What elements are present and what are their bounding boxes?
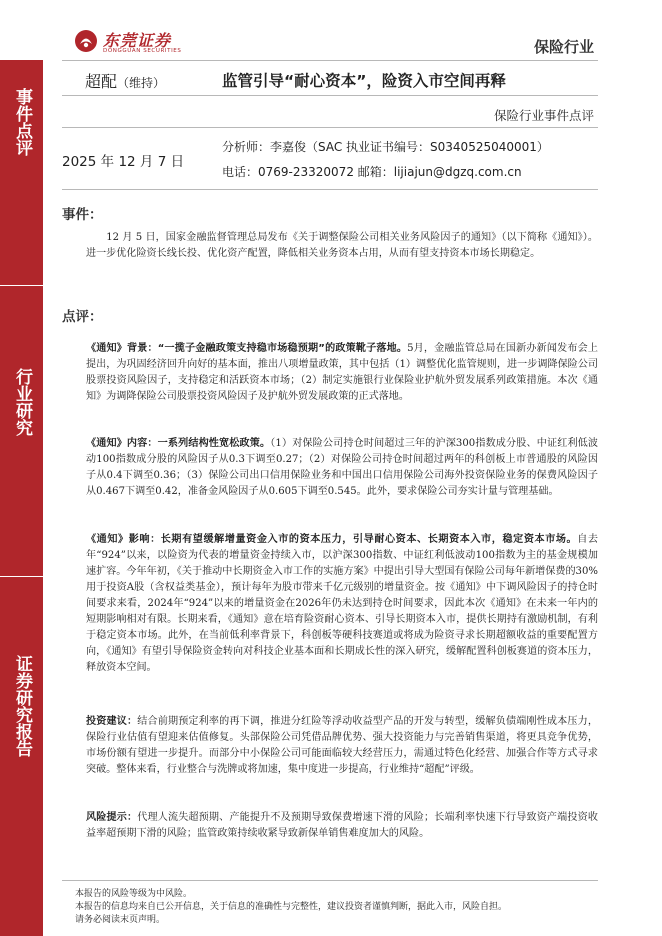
side-bar-bottom [0,577,43,936]
footer-divider [62,880,598,881]
comment-paragraph-content [86,436,598,500]
title-divider [62,95,598,96]
impact-text: 自去年“924”以来，以险资为代表的增量资金持续入市，以沪深300指数、中证红利低波动100指数为主的基金规模加速扩容。今年年初，《关于推动中长期资金入市工作的实施方案》中提出引导大型国有保险公司每年新增保费的30%用于投资A股（含权益类基金），预计每年为股市带来千亿元级别的增量资金。按《通知》中下调风险因子的持仓时间要求来看，2024年“924”以来的增量资金在2026年仍未达到持仓时间要求，因此本次《通知》在未来一年内的短期影响相对有限。长期来看，《通知》意在培育险资耐心资本、引导长期资本入市，提供长期持有激励机制，有利于稳定资本市场。此外，在当前低利率背景下，科创板等硬科技赛道或将成为险资寻求长期超额收益的重要配置方向，《通知》有望引导保险资金转向对科技企业基本面和长期成长性的深入研究，缓解配置科创板赛道的资本压力，释放资本空间。 [86,534,599,673]
side-bar-mid [0,286,43,576]
advice-text: 结合前期预定利率的再下调，推进分红险等浮动收益型产品的开发与转型，缓解负债端刚性成本压力，保险行业估值有望迎来估值修复。头部保险公司凭借品牌优势、强大投资能力与完善销售渠道，将更具竞争优势，市场份额有望进一步提升。而部分中小保险公司可能面临较大经营压力，需通过特色化经营、加强合作等方式寻求突破。整体来看，行业整合与洗牌或将加速，集中度进一步提高，行业维持“超配”评级。 [86,716,599,775]
side-label-securities-report: 证券研究报告 [12,655,32,757]
report-date: 2025 年 12 月 7 日 [62,154,185,170]
rating-sub: （维持） [117,76,166,90]
report-subtitle: 保险行业事件点评 [493,108,594,123]
report-title: 监管引导“耐心资本”，险资入市空间再释 [222,72,506,90]
impact-lead: 《通知》影响：长期有望缓解增量资金入市的资本压力，引导耐心资本、长期资本入市，稳定资本市场。 [86,534,578,545]
event-text [86,230,598,262]
risk-text: 代理人流失超预期、产能提升不及预期导致保费增速下滑的风险；长端利率快速下行导致资产端投资收益率超预期下滑的风险；监管政策持续收紧导致新保单销售难度加大的风险。 [86,812,599,839]
content-text: （1）对保险公司持仓时间超过三年的沪深300指数成分股、中证红利低波动100指数成分股的风险因子从0.3下调至0.27；（2）对保险公司持仓时间超过两年的科创板上市普通股的风险因子从0.4下调至0.36；（3）保险公司出口信用保险业务和中国出口信用保险公司海外投资保险业务的保费风险因子从0.467下调至0.42，准备金风险因子从0.605下调至0.545。此外，要求保险公司夯实计量与管理基础。 [86,438,599,497]
rating-main: 超配 [85,72,118,91]
comment-paragraph-risk [86,810,598,842]
event-text-body: 12 月 5 日，国家金融监督管理总局发布《关于调整保险公司相关业务风险因子的通知》（以下简称《通知》）。进一步优化险资长线长投、优化资产配置，降低相关业务资本占用，从而有望支持资本市场长期稳定。 [86,232,598,259]
subtitle-divider [62,127,598,128]
rating [85,69,165,92]
logo-text-cn: 东莞证券 [103,31,172,50]
background-lead: 《通知》背景：“一揽子金融政策支持稳市场稳预期”的政策靴子落地。 [86,343,408,354]
company-logo [74,27,194,61]
background-text: 5月，金融监管总局在国新办新闻发布会上提出，为巩固经济回升向好的基本面，推出八项增量政策，其中包括（1）调整优化监管规则，进一步调降保险公司股票投资风险因子，支持稳定和活跃资本市场；（2）制定实施银行业保险业护航外贸发展系列政策措施。本次《通知》为调降保险公司股票投资风险因子及护航外贸发展政策的正式落地。 [86,343,598,402]
footer-notice: 请务必阅读末页声明。 [75,915,166,925]
logo-text-en: DONGGUAN SECURITIES [103,48,182,54]
footer-disclaimer: 本报告的信息均来自已公开信息，关于信息的准确性与完整性，建议投资者谨慎判断，据此入市，风险自担。 [75,902,508,912]
risk-lead: 风险提示： [86,812,138,823]
side-label-event-review: 事件点评 [12,88,32,156]
event-heading: 事件： [62,207,103,223]
side-label-industry-research: 行业研究 [12,368,32,436]
comment-paragraph-impact [86,532,598,676]
logo-mark-icon [74,29,98,53]
meta-divider [62,189,598,190]
footer-risk-level: 本报告的风险等级为中风险。 [75,889,193,899]
contact-info: 电话：0769-23320072 邮箱：lijiajun@dgzq.com.cn [222,165,522,179]
comment-paragraph-background [86,341,598,405]
content-lead: 《通知》内容：一系列结构性宽松政策。 [86,438,271,449]
comment-heading: 点评： [62,309,103,325]
side-bar-top [0,60,43,285]
comment-paragraph-advice [86,714,598,778]
header-divider [62,60,598,61]
advice-lead: 投资建议： [86,716,138,727]
analyst-info: 分析师：李嘉俊（SAC 执业证书编号：S0340525040001） [222,140,549,154]
industry-label: 保险行业 [533,38,594,56]
